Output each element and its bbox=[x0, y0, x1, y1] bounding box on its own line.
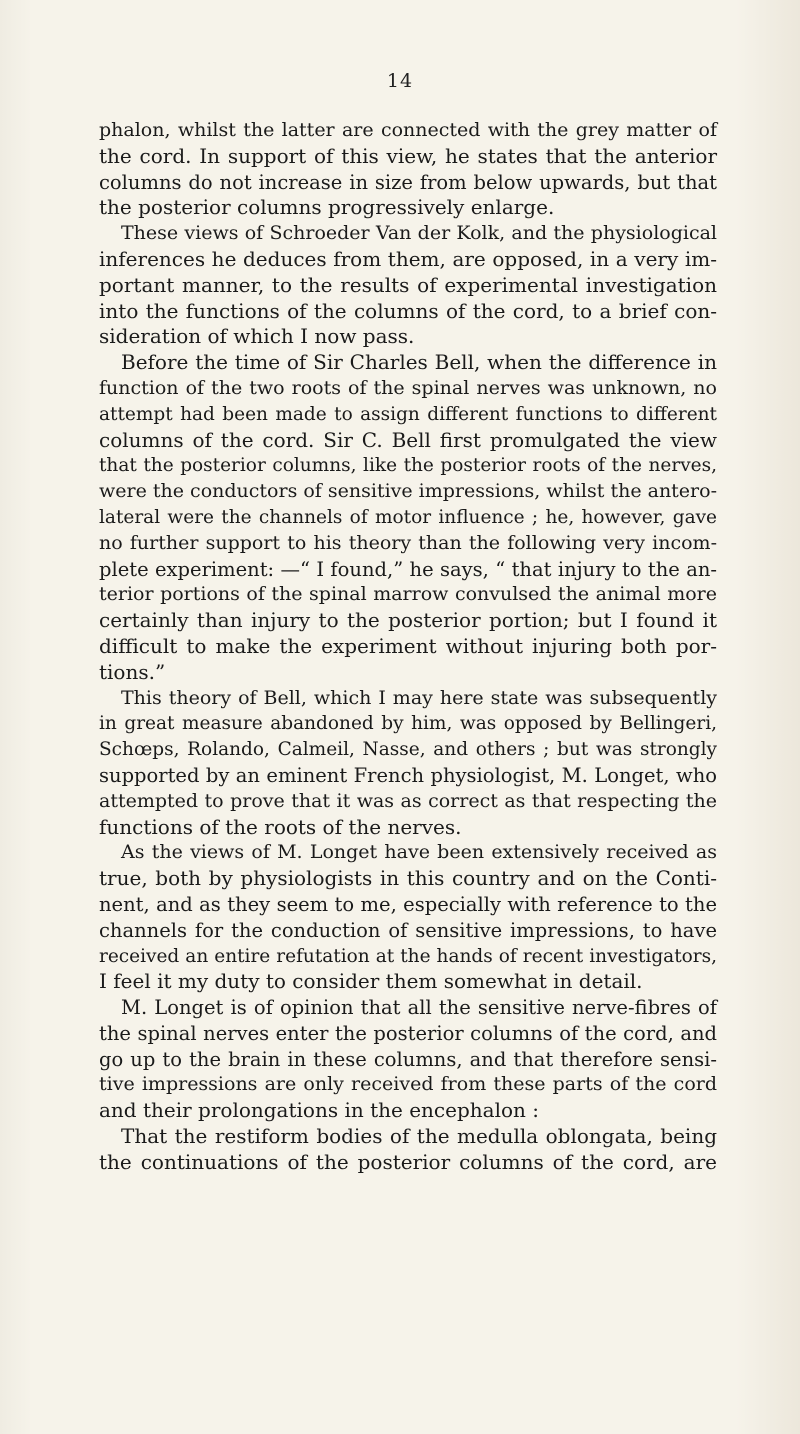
text-line: and their prolongations in the encephalon : bbox=[99, 1098, 539, 1123]
text-line: columns do not increase in size from below upwards, but that bbox=[99, 170, 717, 194]
text-line: the continuations of the posterior columns of the cord, are bbox=[99, 1149, 717, 1174]
page-number: 14 bbox=[386, 70, 414, 92]
text-line: I feel it my duty to consider them somewhat in detail. bbox=[99, 969, 643, 994]
text-line: M. Longet is of opinion that all the sensitive nerve-fibres of bbox=[121, 996, 717, 1020]
text-line: functions of the roots of the nerves. bbox=[99, 814, 462, 839]
text-line: terior portions of the spinal marrow convulsed the animal more bbox=[99, 583, 717, 606]
text-line: These views of Schroeder Van der Kolk, and the physiological bbox=[121, 222, 717, 245]
text-line: that the posterior columns, like the posterior roots of the nerves, bbox=[99, 455, 717, 477]
text-line: channels for the conduction of sensitive impressions, to have bbox=[99, 918, 717, 942]
text-line: the cord. In support of this view, he states that the anterior bbox=[99, 143, 717, 168]
text-line: into the functions of the columns of the cord, to a brief con- bbox=[99, 298, 717, 323]
text-line: function of the two roots of the spinal nerves was unknown, no bbox=[99, 376, 717, 399]
text-line: were the conductors of sensitive impressions, whilst the antero- bbox=[99, 480, 717, 503]
text-line: Schœps, Rolando, Calmeil, Nasse, and others ; but was strongly bbox=[99, 739, 717, 761]
text-line: tions.” bbox=[99, 659, 166, 684]
text-line: This theory of Bell, which I may here state was subsequently bbox=[121, 686, 717, 709]
text-line: columns of the cord. Sir C. Bell first promulgated the view bbox=[99, 427, 717, 452]
text-line: attempted to prove that it was as correct as that respecting the bbox=[99, 789, 717, 812]
text-line: portant manner, to the results of experimental investigation bbox=[99, 272, 717, 297]
text-line: Before the time of Sir Charles Bell, when the difference in bbox=[121, 350, 717, 375]
text-line: supported by an eminent French physiologist, M. Longet, who bbox=[99, 763, 717, 787]
text-line: the posterior columns progressively enlarge. bbox=[99, 195, 555, 220]
text-line: lateral were the channels of motor influence ; he, however, gave bbox=[99, 506, 717, 528]
text-line: inferences he deduces from them, are opposed, in a very im- bbox=[99, 246, 717, 271]
text-line: As the views of M. Longet have been extensively received as bbox=[121, 841, 717, 864]
text-line: nent, and as they seem to me, especially with reference to the bbox=[99, 892, 717, 916]
text-line: difficult to make the experiment without injuring both por- bbox=[99, 633, 717, 658]
text-line: phalon, whilst the latter are connected with the grey matter of bbox=[99, 119, 717, 141]
text-line: plete experiment: —“ I found,” he says, “ that injury to the an- bbox=[99, 557, 717, 581]
text-line: attempt had been made to assign different functions to different bbox=[99, 403, 717, 425]
text-line: certainly than injury to the posterior portion; but I found it bbox=[99, 608, 717, 633]
text-line: received an entire refutation at the hands of recent investigators, bbox=[99, 945, 717, 967]
text-line: That the restiform bodies of the medulla oblongata, being bbox=[121, 1124, 717, 1149]
text-line: true, both by physiologists in this country and on the Conti- bbox=[99, 866, 717, 891]
text-line: in great measure abandoned by him, was opposed by Bellingeri, bbox=[99, 713, 717, 735]
text-line: the spinal nerves enter the posterior columns of the cord, and bbox=[99, 1021, 717, 1045]
text-line: sideration of which I now pass. bbox=[99, 324, 415, 349]
text-line: tive impressions are only received from these parts of the cord bbox=[99, 1073, 717, 1096]
body-text bbox=[99, 118, 717, 1176]
text-line: no further support to his theory than the following very incom- bbox=[99, 531, 717, 554]
text-line: go up to the brain in these columns, and that therefore sensi- bbox=[99, 1047, 717, 1071]
